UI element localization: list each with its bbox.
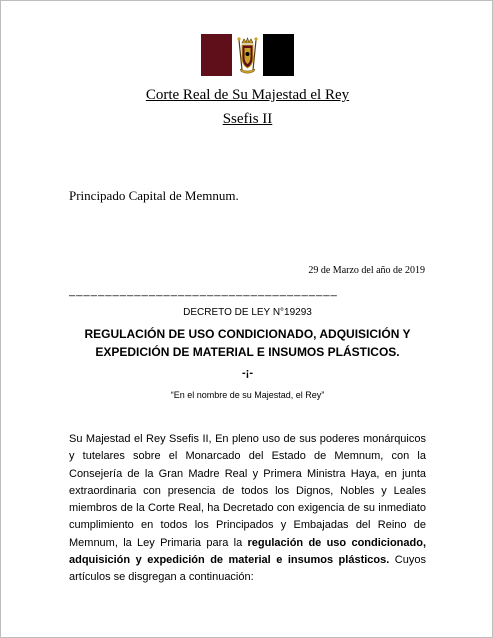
date-line: 29 de Marzo del año de 2019 bbox=[308, 265, 425, 276]
coat-of-arms-flag bbox=[201, 34, 294, 76]
body-paragraph bbox=[69, 431, 426, 587]
divider-line: _____________________________________ bbox=[69, 285, 338, 297]
location-line: Principado Capital de Memnum. bbox=[69, 188, 239, 203]
flag-left-stripe bbox=[201, 34, 232, 76]
flag-right-stripe bbox=[263, 34, 294, 76]
invocation-quote: “En el nombre de su Majestad, el Rey” bbox=[170, 390, 325, 400]
body-text-part1: Su Majestad el Rey Ssefis II, En pleno uso de sus poderes monárquicos y tutelares sobre el Monarcado del Estado de Memnum, con la Consejería de la Gran Madre Real y Primera Ministra Haya, en junta extraordinaria con presencia de todos los Dignos, Nobles y Leales miembros de la Corte Real, ha Decretado con exigencia de su inmediato cumplimiento en todos los Principados y Embajadas del Reino de Memnum, la Ley Primaria para la bbox=[69, 433, 426, 549]
section-separator: -¡- bbox=[242, 367, 253, 379]
decree-number: DECRETO DE LEY N°19293 bbox=[183, 307, 312, 318]
monarch-name: Ssefis II bbox=[222, 111, 273, 127]
body-text-bold: regulación de uso condicionado, adquisición y expedición de material e insumos plásticos. bbox=[69, 536, 427, 567]
decree-title: REGULACIÓN DE USO CONDICIONADO, ADQUISICIÓN Y EXPEDICIÓN DE MATERIAL E INSUMOS PLÁSTICOS. bbox=[84, 327, 411, 359]
body-text-part2: Cuyos artículos se disgregan a continuación: bbox=[69, 554, 426, 584]
coat-of-arms-icon bbox=[232, 34, 263, 76]
court-title: Corte Real de Su Majestad el Rey bbox=[145, 87, 350, 103]
flag-middle-stripe bbox=[232, 34, 263, 76]
